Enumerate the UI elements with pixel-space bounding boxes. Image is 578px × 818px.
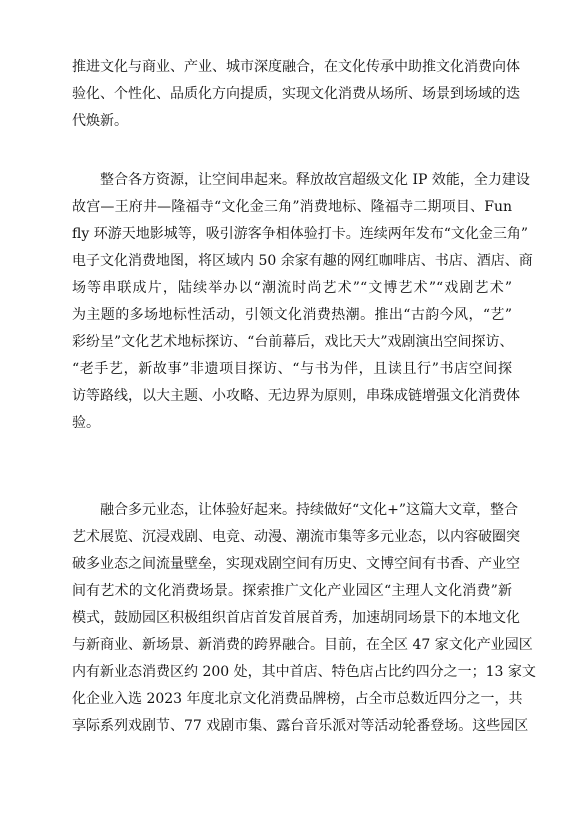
paragraph-line: 艺术展览、沉浸戏剧、电竞、动漫、潮流市集等多元业态，以内容破圈突	[72, 529, 520, 545]
paragraph-line: 代焕新。	[72, 113, 128, 129]
paragraph-line: 验。	[72, 415, 100, 431]
paragraph-line: 场等串联成片，陆续举办以“潮流时尚艺术”“文博艺术”“戏剧艺术”	[72, 280, 512, 296]
paragraph-line: fly 环游天地影城等，吸引游客争相体验打卡。连续两年发布“文化金三角”	[72, 226, 529, 242]
paragraph-line: “老手艺，新故事”非遗项目探访、“与书为伴，且读且行”书店空间探	[72, 361, 512, 377]
paragraph-line: 访等路线，以大主题、小攻略、无边界为原则，串珠成链增强文化消费体	[72, 388, 520, 404]
paragraph-line: 彩纷呈”文化艺术地标探访、“台前幕后，戏比天大”戏剧演出空间探访、	[72, 334, 514, 350]
paragraph-line: 整合各方资源，让空间串起来。释放故宫超级文化 IP 效能，全力建设	[100, 172, 530, 188]
paragraph-line: 电子文化消费地图，将区域内 50 余家有趣的网红咖啡店、书店、酒店、商	[72, 253, 533, 269]
paragraph-line: 间有艺术的文化消费场景。探索推广文化产业园区“主理人文化消费”新	[72, 583, 512, 599]
paragraph-line: 为主题的多场地标性活动，引领文化消费热潮。推出“古韵今风，“艺”	[72, 307, 512, 323]
paragraph-line: 推进文化与商业、产业、城市深度融合，在文化传承中助推文化消费向体	[72, 59, 520, 75]
paragraph-line: 享际系列戏剧节、77 戏剧市集、露台音乐派对等活动轮番登场。这些园区	[72, 718, 529, 734]
paragraph-line: 融合多元业态，让体验好起来。持续做好“文化+”这篇大文章，整合	[100, 502, 519, 518]
paragraph-line: 化企业入选 2023 年度北京文化消费品牌榜，占全市总数近四分之一，共	[72, 691, 523, 707]
paragraph-line: 破多业态之间流量壁垒，实现戏剧空间有历史、文博空间有书香、产业空	[72, 556, 520, 572]
paragraph-line: 故宫—王府井—隆福寺“文化金三角”消费地标、隆福寺二期项目、Fun	[72, 199, 512, 215]
paragraph-line: 模式，鼓励园区积极组织首店首发首展首秀，加速胡同场景下的本地文化	[72, 610, 520, 626]
paragraph-line: 验化、个性化、品质化方向提质，实现文化消费从场所、场景到场域的迭	[72, 86, 520, 102]
paragraph-line: 与新商业、新场景、新消费的跨界融合。目前，在全区 47 家文化产业园区	[72, 637, 533, 653]
paragraph-line: 内有新业态消费区约 200 处，其中首店、特色店占比约四分之一；13 家文	[72, 664, 536, 680]
